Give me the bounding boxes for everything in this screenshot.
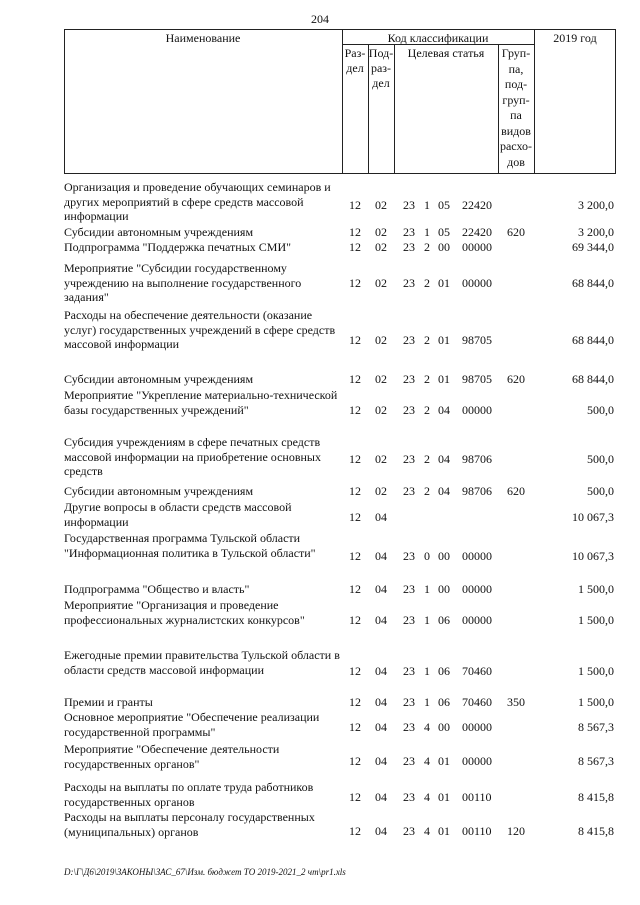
activity-code: 04 <box>438 452 450 466</box>
direction-code: 98706 <box>462 452 492 466</box>
table-row <box>64 780 614 810</box>
podrazdel-code: 02 <box>375 372 387 386</box>
direction-code: 00000 <box>462 582 492 596</box>
podrazdel-code: 02 <box>375 240 387 254</box>
subprogram-code: 1 <box>424 225 430 239</box>
activity-code: 00 <box>438 549 450 563</box>
podrazdel-code: 02 <box>375 452 387 466</box>
direction-code: 00000 <box>462 613 492 627</box>
subprogram-code: 0 <box>424 549 430 563</box>
subprogram-code: 2 <box>424 452 430 466</box>
podrazdel-code: 02 <box>375 484 387 498</box>
program-code: 23 <box>403 549 415 563</box>
podrazdel-code: 04 <box>375 582 387 596</box>
activity-code: 06 <box>438 613 450 627</box>
row-amount: 8 415,8 <box>578 824 614 838</box>
activity-code: 01 <box>438 754 450 768</box>
razdel-code: 12 <box>349 664 361 678</box>
activity-code: 04 <box>438 403 450 417</box>
row-amount: 68 844,0 <box>572 333 614 347</box>
subprogram-code: 2 <box>424 276 430 290</box>
activity-code: 01 <box>438 824 450 838</box>
razdel-code: 12 <box>349 695 361 709</box>
header-target: Целевая статья <box>407 46 485 60</box>
program-code: 23 <box>403 333 415 347</box>
program-code: 23 <box>403 613 415 627</box>
razdel-code: 12 <box>349 510 361 524</box>
program-code: 23 <box>403 276 415 290</box>
activity-code: 05 <box>438 198 450 212</box>
expense-type-code: 120 <box>507 824 525 838</box>
direction-code: 00000 <box>462 754 492 768</box>
direction-code: 98705 <box>462 333 492 347</box>
program-code: 23 <box>403 824 415 838</box>
table-row <box>64 435 614 480</box>
table-row <box>64 582 614 597</box>
subprogram-code: 1 <box>424 582 430 596</box>
expense-type-code: 620 <box>507 225 525 239</box>
row-amount: 10 067,3 <box>572 510 614 524</box>
table-row <box>64 261 614 306</box>
direction-code: 00000 <box>462 720 492 734</box>
table-row <box>64 180 614 225</box>
podrazdel-code: 04 <box>375 754 387 768</box>
row-name: Мероприятие "Субсидии государственному учреждению на выполнение государственного задания" <box>64 261 302 304</box>
razdel-code: 12 <box>349 225 361 239</box>
row-amount: 1 500,0 <box>578 695 614 709</box>
podrazdel-code: 04 <box>375 664 387 678</box>
file-path-footer: D:\Г\Д6\2019\ЗАКОНЫ\ЗАС_67\Изм. бюджет ТО 2019-2021_2 чт\pr1.xls <box>64 867 346 877</box>
direction-code: 98705 <box>462 372 492 386</box>
subprogram-code: 4 <box>424 720 430 734</box>
razdel-code: 12 <box>349 720 361 734</box>
activity-code: 06 <box>438 695 450 709</box>
direction-code: 00110 <box>462 790 492 804</box>
program-code: 23 <box>403 240 415 254</box>
podrazdel-code: 04 <box>375 613 387 627</box>
program-code: 23 <box>403 695 415 709</box>
program-code: 23 <box>403 372 415 386</box>
activity-code: 01 <box>438 333 450 347</box>
razdel-code: 12 <box>349 790 361 804</box>
row-amount: 8 415,8 <box>578 790 614 804</box>
razdel-code: 12 <box>349 276 361 290</box>
table-row <box>64 500 614 530</box>
program-code: 23 <box>403 225 415 239</box>
razdel-code: 12 <box>349 754 361 768</box>
podrazdel-code: 04 <box>375 720 387 734</box>
header-classification: Код классификации <box>387 31 489 45</box>
podrazdel-code: 02 <box>375 198 387 212</box>
razdel-code: 12 <box>349 240 361 254</box>
razdel-code: 12 <box>349 484 361 498</box>
subprogram-code: 1 <box>424 198 430 212</box>
table-row <box>64 308 614 355</box>
row-name: Премии и гранты <box>64 695 153 709</box>
row-name: Расходы на выплаты по оплате труда работников государственных органов <box>64 780 314 809</box>
razdel-code: 12 <box>349 613 361 627</box>
subprogram-code: 2 <box>424 333 430 347</box>
header-name: Наименование <box>165 31 241 45</box>
razdel-code: 12 <box>349 452 361 466</box>
table-row <box>64 388 614 418</box>
header-razdel: Раз- дел <box>344 46 366 75</box>
program-code: 23 <box>403 198 415 212</box>
row-name: Мероприятие "Укрепление материально-технической базы государственных учреждений" <box>64 388 338 417</box>
razdel-code: 12 <box>349 372 361 386</box>
subprogram-code: 2 <box>424 403 430 417</box>
row-amount: 3 200,0 <box>578 225 614 239</box>
row-name: Субсидия учреждениям в сфере печатных средств массовой информации на приобретение основных средств <box>64 435 321 478</box>
table-row <box>64 531 614 561</box>
direction-code: 70460 <box>462 695 492 709</box>
activity-code: 00 <box>438 720 450 734</box>
razdel-code: 12 <box>349 549 361 563</box>
table-row <box>64 695 614 710</box>
activity-code: 04 <box>438 484 450 498</box>
direction-code: 98706 <box>462 484 492 498</box>
program-code: 23 <box>403 754 415 768</box>
row-amount: 3 200,0 <box>578 198 614 212</box>
program-code: 23 <box>403 403 415 417</box>
subprogram-code: 2 <box>424 372 430 386</box>
direction-code: 70460 <box>462 664 492 678</box>
subprogram-code: 4 <box>424 754 430 768</box>
razdel-code: 12 <box>349 403 361 417</box>
row-name: Государственная программа Тульской области "Информационная политика в Тульской области" <box>64 531 316 560</box>
expense-type-code: 620 <box>507 372 525 386</box>
row-name: Другие вопросы в области средств массовой информации <box>64 500 292 529</box>
row-amount: 68 844,0 <box>572 276 614 290</box>
razdel-code: 12 <box>349 582 361 596</box>
podrazdel-code: 04 <box>375 824 387 838</box>
header-year: 2019 год <box>553 31 597 45</box>
row-name: Основное мероприятие "Обеспечение реализации государственной программы" <box>64 710 320 739</box>
razdel-code: 12 <box>349 824 361 838</box>
subprogram-code: 4 <box>424 790 430 804</box>
table-row <box>64 240 614 255</box>
table-row <box>64 598 614 628</box>
row-name: Подпрограмма "Общество и власть" <box>64 582 250 596</box>
activity-code: 01 <box>438 372 450 386</box>
row-name: Субсидии автономным учреждениям <box>64 225 254 239</box>
table-row <box>64 372 614 387</box>
direction-code: 22420 <box>462 198 492 212</box>
expense-type-code: 620 <box>507 484 525 498</box>
podrazdel-code: 04 <box>375 790 387 804</box>
row-name: Подпрограмма "Поддержка печатных СМИ" <box>64 240 292 254</box>
activity-code: 01 <box>438 276 450 290</box>
row-amount: 1 500,0 <box>578 582 614 596</box>
row-name: Мероприятие "Обеспечение деятельности государственных органов" <box>64 742 280 771</box>
direction-code: 00000 <box>462 403 492 417</box>
activity-code: 00 <box>438 582 450 596</box>
row-amount: 500,0 <box>587 403 614 417</box>
header-podrazdel: Под- раз- дел <box>368 46 394 90</box>
table-row <box>64 484 614 499</box>
activity-code: 01 <box>438 790 450 804</box>
subprogram-code: 2 <box>424 240 430 254</box>
program-code: 23 <box>403 720 415 734</box>
activity-code: 00 <box>438 240 450 254</box>
row-amount: 69 344,0 <box>572 240 614 254</box>
activity-code: 06 <box>438 664 450 678</box>
header-group: Груп- па, под- груп- па видов расхо- дов <box>499 46 533 169</box>
direction-code: 22420 <box>462 225 492 239</box>
row-amount: 8 567,3 <box>578 720 614 734</box>
podrazdel-code: 04 <box>375 549 387 563</box>
row-name: Расходы на обеспечение деятельности (оказание услуг) государственных учреждений в сфере средств массовой информации <box>64 308 336 351</box>
table-row <box>64 710 614 740</box>
row-name: Организация и проведение обучающих семинаров и других мероприятий в сфере средств массовой информации <box>64 180 331 223</box>
table-row <box>64 225 614 240</box>
row-name: Субсидии автономным учреждениям <box>64 484 254 498</box>
direction-code: 00000 <box>462 276 492 290</box>
program-code: 23 <box>403 582 415 596</box>
row-amount: 500,0 <box>587 452 614 466</box>
table-row <box>64 742 614 772</box>
row-name: Расходы на выплаты персоналу государственных (муниципальных) органов <box>64 810 315 839</box>
program-code: 23 <box>403 452 415 466</box>
razdel-code: 12 <box>349 333 361 347</box>
subprogram-code: 1 <box>424 664 430 678</box>
subprogram-code: 1 <box>424 613 430 627</box>
razdel-code: 12 <box>349 198 361 212</box>
program-code: 23 <box>403 484 415 498</box>
activity-code: 05 <box>438 225 450 239</box>
program-code: 23 <box>403 664 415 678</box>
podrazdel-code: 02 <box>375 225 387 239</box>
page-number: 204 <box>311 12 329 26</box>
podrazdel-code: 02 <box>375 276 387 290</box>
row-name: Ежегодные премии правительства Тульской области в области средств массовой информации <box>64 648 340 677</box>
row-amount: 500,0 <box>587 484 614 498</box>
podrazdel-code: 02 <box>375 333 387 347</box>
table-row <box>64 648 614 678</box>
direction-code: 00110 <box>462 824 492 838</box>
row-amount: 10 067,3 <box>572 549 614 563</box>
podrazdel-code: 04 <box>375 695 387 709</box>
direction-code: 00000 <box>462 240 492 254</box>
podrazdel-code: 02 <box>375 403 387 417</box>
row-amount: 1 500,0 <box>578 613 614 627</box>
direction-code: 00000 <box>462 549 492 563</box>
program-code: 23 <box>403 790 415 804</box>
subprogram-code: 4 <box>424 824 430 838</box>
row-name: Мероприятие "Организация и проведение профессиональных журналистских конкурсов" <box>64 598 305 627</box>
row-amount: 68 844,0 <box>572 372 614 386</box>
table-row <box>64 810 614 840</box>
podrazdel-code: 04 <box>375 510 387 524</box>
expense-type-code: 350 <box>507 695 525 709</box>
row-amount: 8 567,3 <box>578 754 614 768</box>
row-amount: 1 500,0 <box>578 664 614 678</box>
subprogram-code: 1 <box>424 695 430 709</box>
row-name: Субсидии автономным учреждениям <box>64 372 254 386</box>
subprogram-code: 2 <box>424 484 430 498</box>
